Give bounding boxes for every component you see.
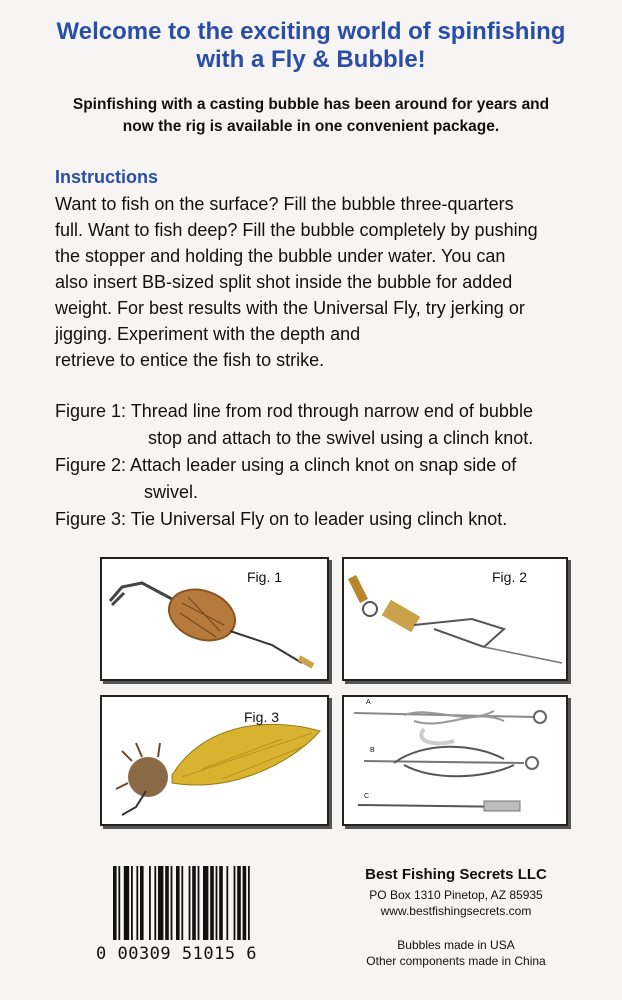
figure-2-step-cont: swivel. (144, 482, 199, 502)
barcode-bar (124, 866, 129, 940)
barcode-bar (131, 866, 133, 940)
barcode-bar (181, 866, 183, 940)
intro-text (0, 94, 622, 138)
website: www.bestfishingsecrets.com (380, 904, 532, 918)
instructions-body (55, 191, 622, 373)
barcode-bar (118, 866, 120, 940)
title-line-2: with a Fly & Bubble! (196, 46, 426, 73)
figure-3-step: Figure 3: Tie Universal Fly on to leader using clinch knot. (55, 509, 508, 529)
barcode-bar (154, 866, 156, 940)
figure-1-panel (100, 557, 329, 681)
bubble-rig-illustration (102, 559, 327, 679)
origin-info (346, 937, 566, 969)
intro-line-2: now the rig is available in one convenient package. (122, 118, 500, 135)
page-title (0, 18, 622, 74)
figure-1-step: Figure 1: Thread line from rod through narrow end of bubble (55, 401, 533, 421)
barcode (105, 866, 320, 946)
barcode-bar (149, 866, 151, 940)
instructions-line: Want to fish on the surface? Fill the bubble three-quarters (55, 194, 514, 214)
barcode-bar (216, 866, 218, 940)
barcode-bar (171, 866, 173, 940)
barcode-bar (176, 866, 180, 940)
made-in-usa: Bubbles made in USA (397, 938, 515, 952)
barcode-bar (192, 866, 196, 940)
clinch-knot-illustration (344, 697, 566, 824)
knot-b-label: B (370, 747, 375, 754)
knot-c-label: C (364, 793, 370, 800)
barcode-number: 0 00309 51015 6 (96, 944, 258, 964)
barcode-bar (136, 866, 138, 940)
barcode-bar (219, 866, 223, 940)
title-line-1: Welcome to the exciting world of spinfishing (56, 18, 566, 45)
barcode-bar (113, 866, 117, 940)
barcode-bar (198, 866, 200, 940)
barcode-bar (243, 866, 247, 940)
address-line: PO Box 1310 Pinetop, AZ 85935 (369, 888, 543, 902)
barcode-bar (210, 866, 214, 940)
figure-steps (55, 398, 622, 533)
barcode-bar (189, 866, 191, 940)
made-in-china: Other components made in China (366, 954, 546, 968)
company-name: Best Fishing Secrets LLC (365, 866, 547, 883)
fig-1-label: Fig. 1 (247, 569, 283, 585)
universal-fly-illustration (102, 697, 327, 824)
instructions-line: full. Want to fish deep? Fill the bubble completely by pushing (55, 220, 538, 240)
fig-3-label: Fig. 3 (244, 709, 280, 725)
barcode-bar (234, 866, 236, 940)
instructions-heading: Instructions (55, 167, 159, 187)
barcode-bar (248, 866, 250, 940)
instructions-line: retrieve to entice the fish to strike. (55, 350, 325, 370)
barcode-bar (203, 866, 208, 940)
figure-3-panel (100, 695, 329, 826)
instructions-line: the stopper and holding the bubble under water. You can (55, 246, 506, 266)
figure-2-step: Figure 2: Attach leader using a clinch knot on snap side of (55, 455, 517, 475)
figure-1-step-cont: stop and attach to the swivel using a clinch knot. (148, 428, 534, 448)
instructions-line: weight. For best results with the Universal Fly, try jerking or (55, 298, 525, 318)
figure-2-panel (342, 557, 568, 681)
fig-2-label: Fig. 2 (492, 569, 528, 585)
instructions-line: also insert BB-sized split shot inside the bubble for added (55, 272, 513, 292)
knot-a-label: A (366, 699, 371, 706)
barcode-bar (140, 866, 144, 940)
instructions-line: jigging. Experiment with the depth and (55, 324, 361, 344)
barcode-bar (237, 866, 241, 940)
barcode-bar (226, 866, 228, 940)
barcode-bar (158, 866, 163, 940)
company-address (346, 887, 566, 919)
knot-diagram-panel (342, 695, 568, 826)
intro-line-1: Spinfishing with a casting bubble has been around for years and (72, 96, 550, 113)
swivel-illustration (344, 559, 566, 679)
barcode-bar (165, 866, 169, 940)
